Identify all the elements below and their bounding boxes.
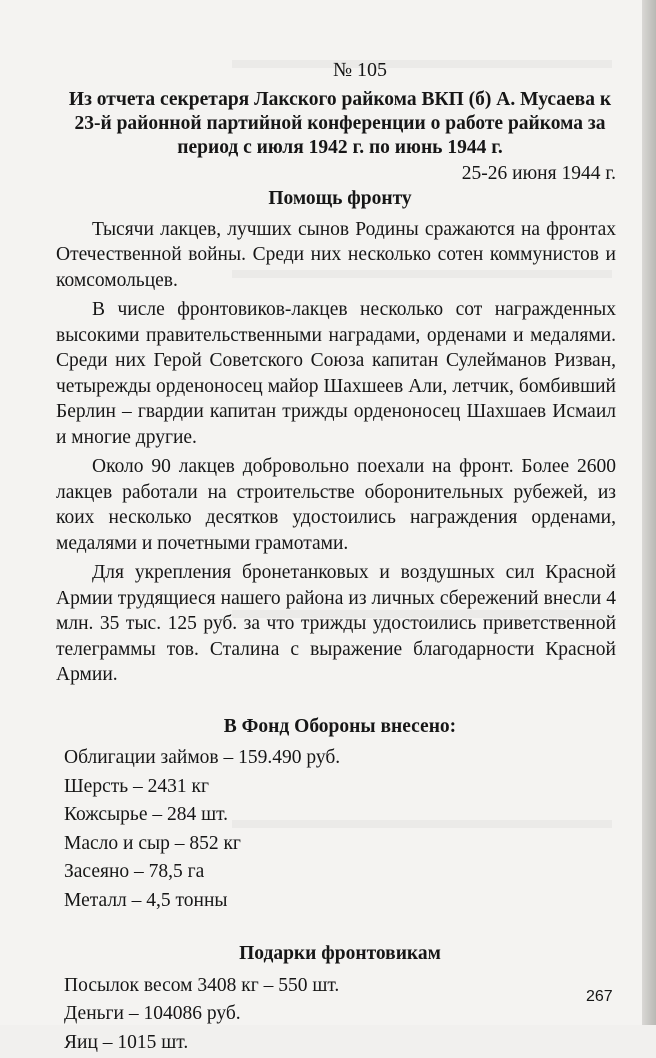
gifts-list — [64, 973, 616, 1056]
document-number: № 105 — [332, 59, 388, 81]
list-item: Посылок весом 3408 кг – 550 шт. — [64, 974, 340, 996]
document-title: Из отчета секретаря Лакского райкома ВКП (б) А. Мусаева к 23-й районной партийной конференции о работе райкома за период с июля 1942 г. по июнь 1944 г. — [68, 88, 612, 158]
list-item: Деньги – 104086 руб. — [64, 1003, 241, 1024]
paragraph: В числе фронтовиков-лакцев несколько сот награжденных высокими правительственными наградами, орденами и медалями. Среди них Герой Советского Союза капитан Сулейманов Ризван, четырежды орденоносец майор Шахшеев Али, летчик, бомбивший Берлин – гвардии капитан трижды орденоносец Шахшаев Исмаил и многие другие. — [56, 299, 616, 448]
section-heading-gifts: Подарки фронтовикам — [239, 943, 441, 964]
list-item: Засеяно – 78,5 га — [64, 861, 205, 882]
document-date: 25-26 июня 1944 г. — [461, 162, 616, 184]
paragraph: Для укрепления бронетанковых и воздушных сил Красной Армии трудящиеся нашего района из личных сбережений внесли 4 млн. 35 тыс. 125 руб. за что трижды удостоились приветственной телеграммы тов. Сталина с выражение благодарности Красной Армии. — [56, 562, 616, 685]
section-heading-front-help: Помощь фронту — [268, 188, 412, 209]
list-item: Масло и сыр – 852 кг — [64, 832, 241, 854]
list-item: Кожсырье – 284 шт. — [64, 804, 229, 825]
list-item: Облигации займов – 159.490 руб. — [64, 747, 341, 768]
list-item: Яиц – 1015 шт. — [64, 1031, 189, 1053]
page-number: 267 — [586, 988, 613, 1005]
paragraph: Тысячи лакцев, лучших сынов Родины сражаются на фронтах Отечественной войны. Среди них несколько сотен коммунистов и комсомольцев. — [56, 218, 616, 291]
book-spine-edge — [642, 0, 656, 1025]
document-body — [56, 58, 616, 1058]
list-item: Шерсть – 2431 кг — [64, 775, 209, 797]
list-item: Металл – 4,5 тонны — [64, 889, 228, 911]
defense-fund-list — [64, 745, 616, 913]
section-heading-defense-fund: В Фонд Обороны внесено: — [223, 715, 457, 737]
paragraph: Около 90 лакцев добровольно поехали на фронт. Более 2600 лакцев работали на строительстве оборонительных рубежей, из коих несколько десятков удостоились награждения орденами, медалями и почетными грамотами. — [56, 456, 616, 554]
